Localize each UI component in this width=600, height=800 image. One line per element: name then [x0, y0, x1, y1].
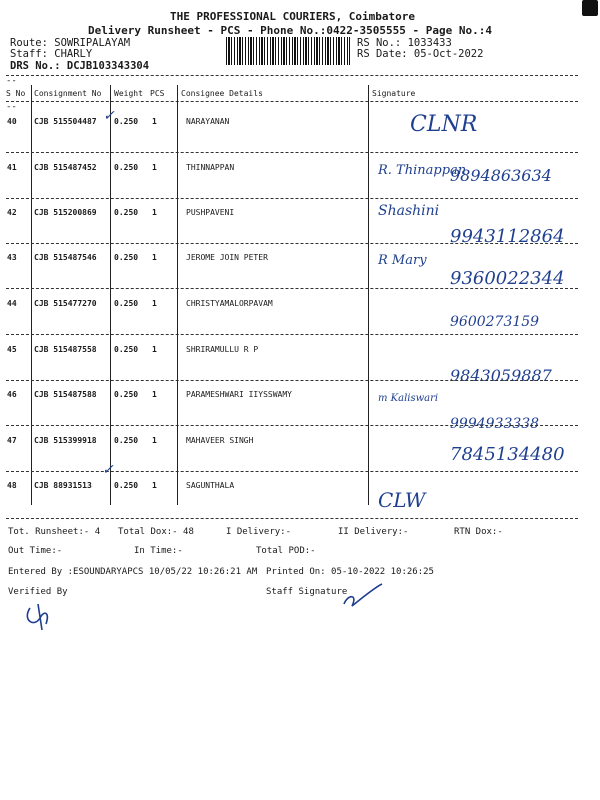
row-consignee: PUSHPAVENI — [186, 208, 235, 217]
row-pcs: 1 — [152, 390, 157, 399]
row-signature: CLW — [378, 488, 426, 512]
total-pod: Total POD:- — [256, 546, 316, 556]
row-weight: 0.250 — [114, 208, 139, 217]
i-delivery: I Delivery:- — [226, 527, 292, 537]
ii-delivery: II Delivery:- — [338, 527, 409, 537]
row-divider — [6, 243, 578, 244]
row-consignment-no: CJB 515487546 — [34, 253, 97, 262]
row-weight: 0.250 — [114, 163, 139, 172]
summary-divider — [6, 518, 578, 519]
row-weight: 0.250 — [114, 299, 139, 308]
row-phone-handwritten: 9600273159 — [450, 314, 540, 330]
column-line — [110, 85, 111, 505]
row-consignee: PARAMESHWARI IIYSSWAMY — [186, 390, 292, 399]
row-sno: 46 — [7, 390, 17, 399]
drs-number: DRS No.: DCJB103343304 — [10, 60, 150, 72]
row-consignment-no: CJB 515487452 — [34, 163, 97, 172]
row-pcs: 1 — [152, 163, 157, 172]
row-consignment-no: CJB 515477270 — [34, 299, 97, 308]
row-consignment-no: CJB 515504487 — [34, 117, 97, 126]
tot-runsheet: Tot. Runsheet:- 4 — [8, 527, 101, 537]
row-phone-handwritten: 9360022344 — [450, 268, 565, 289]
staff-signature-mark — [336, 580, 386, 616]
row-sno: 40 — [7, 117, 17, 126]
row-consignee: SHRIRAMULLU R P — [186, 345, 259, 354]
row-divider — [6, 152, 578, 153]
row-consignee: CHRISTYAMALORPAVAM — [186, 299, 273, 308]
row-divider — [6, 425, 578, 426]
row-consignment-no: CJB 88931513 — [34, 481, 92, 490]
row-phone-handwritten: 9994933338 — [450, 416, 540, 432]
printed-on: Printed On: 05-10-2022 10:26:25 — [266, 567, 434, 577]
row-pcs: 1 — [152, 436, 157, 445]
row-weight: 0.250 — [114, 345, 139, 354]
row-divider — [6, 288, 578, 289]
staff-signature-label: Staff Signature — [266, 587, 348, 597]
dash-mark: -- — [6, 102, 17, 112]
check-mark-icon: ✓ — [102, 462, 114, 478]
row-consignee: JEROME JOIN PETER — [186, 253, 268, 262]
row-phone-handwritten: 9943112864 — [450, 226, 565, 247]
col-header-consignee: Consignee Details — [181, 89, 263, 98]
row-pcs: 1 — [152, 208, 157, 217]
col-header-sno: S No — [6, 89, 26, 98]
rtn-dox: RTN Dox:- — [454, 527, 503, 537]
row-consignee: SAGUNTHALA — [186, 481, 235, 490]
row-consignment-no: CJB 515487588 — [34, 390, 97, 399]
header-divider — [6, 101, 578, 102]
row-divider — [6, 471, 578, 472]
row-sno: 45 — [7, 345, 17, 354]
divider — [6, 75, 578, 76]
col-header-pcs: PCS — [150, 89, 165, 98]
column-line — [368, 85, 369, 505]
verifier-initials-mark — [20, 600, 60, 634]
runsheet-subtitle: Delivery Runsheet - PCS - Phone No.:0422-3505555 - Page No.:4 — [88, 24, 492, 37]
row-weight: 0.250 — [114, 117, 139, 126]
row-sno: 48 — [7, 481, 17, 490]
row-weight: 0.250 — [114, 436, 139, 445]
entered-by: Entered By :ESOUNDARYAPCS 10/05/22 10:26:21 AM — [8, 567, 258, 577]
row-pcs: 1 — [152, 253, 157, 262]
row-consignment-no: CJB 515399918 — [34, 436, 97, 445]
row-phone-handwritten: 7845134480 — [450, 444, 565, 465]
row-weight: 0.250 — [114, 481, 139, 490]
col-header-signature: Signature — [372, 89, 416, 98]
row-pcs: 1 — [152, 345, 157, 354]
staff-label: Staff: CHARLY — [10, 48, 93, 60]
row-sno: 42 — [7, 208, 17, 217]
row-phone-handwritten: 9894863634 — [450, 166, 552, 185]
row-signature: R. Thinappan — [378, 163, 467, 178]
row-phone-handwritten: 9843059887 — [450, 366, 552, 385]
row-consignee: MAHAVEER SINGH — [186, 436, 254, 445]
row-signature: m Kaliswari — [378, 393, 439, 404]
in-time: In Time:- — [134, 546, 183, 556]
scan-corner-mark — [582, 0, 598, 16]
column-line — [177, 85, 178, 505]
row-sno: 43 — [7, 253, 17, 262]
row-pcs: 1 — [152, 481, 157, 490]
barcode-image — [226, 37, 350, 65]
row-sno: 41 — [7, 163, 17, 172]
row-consignee: NARAYANAN — [186, 117, 230, 126]
dash-mark: -- — [6, 76, 17, 86]
col-header-consignment: Consignment No — [34, 89, 102, 98]
row-consignment-no: CJB 515200869 — [34, 208, 97, 217]
row-sno: 47 — [7, 436, 17, 445]
route-label: Route: SOWRIPALAYAM — [10, 37, 131, 49]
row-consignee: THINNAPPAN — [186, 163, 235, 172]
row-weight: 0.250 — [114, 390, 139, 399]
company-title: THE PROFESSIONAL COURIERS, Coimbatore — [170, 10, 416, 23]
row-divider — [6, 334, 578, 335]
row-consignment-no: CJB 515487558 — [34, 345, 97, 354]
row-signature: CLNR — [410, 112, 478, 137]
out-time: Out Time:- — [8, 546, 63, 556]
row-divider — [6, 380, 578, 381]
row-divider — [6, 198, 578, 199]
rs-date: RS Date: 05-Oct-2022 — [357, 48, 484, 60]
rs-number: RS No.: 1033433 — [357, 37, 452, 49]
total-dox: Total Dox:- 48 — [118, 527, 194, 537]
row-signature: R Mary — [378, 253, 427, 268]
row-sno: 44 — [7, 299, 17, 308]
row-pcs: 1 — [152, 117, 157, 126]
verified-by: Verified By — [8, 587, 68, 597]
check-mark-icon: ✓ — [103, 108, 115, 124]
col-header-weight: Weight — [114, 89, 143, 98]
column-line — [31, 85, 32, 505]
row-pcs: 1 — [152, 299, 157, 308]
row-weight: 0.250 — [114, 253, 139, 262]
row-signature: Shashini — [378, 203, 440, 219]
